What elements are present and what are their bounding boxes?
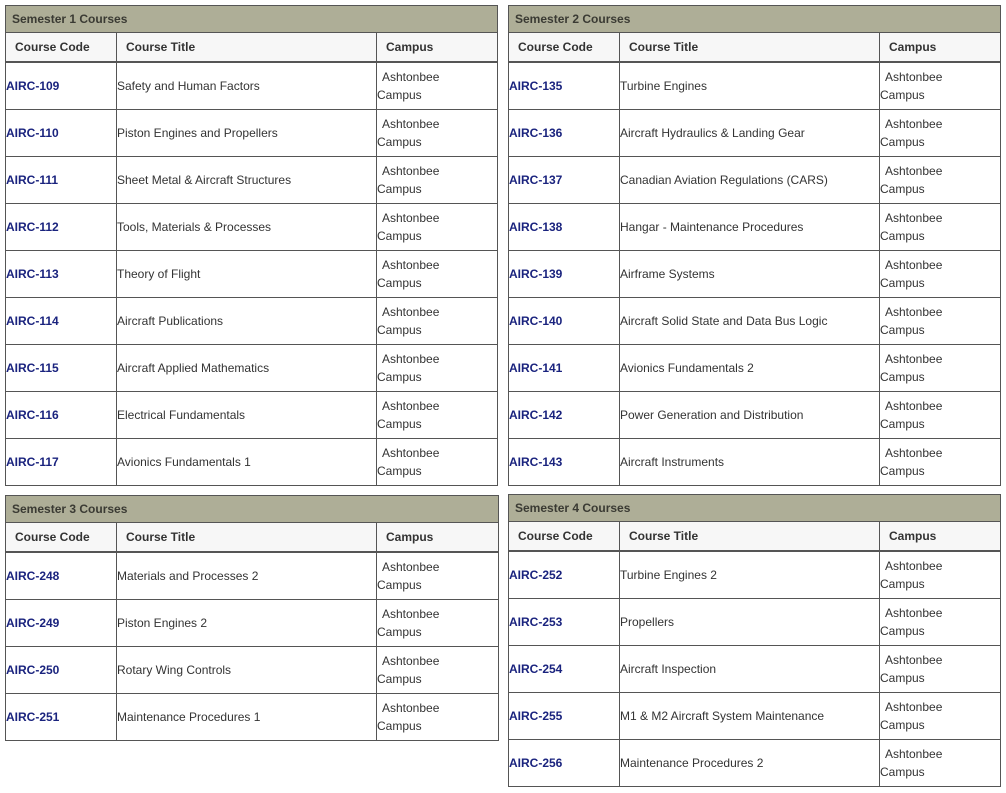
campus-suffix: Campus [880,88,925,102]
table-row [509,646,1001,693]
campus-cell [880,439,1001,486]
course-code-link[interactable]: AIRC-142 [509,408,563,422]
column-header-code: Course Code [509,33,620,63]
campus-suffix: Campus [880,182,925,196]
table-row [6,647,499,694]
course-code-cell [509,740,620,787]
column-header-campus: Campus [880,522,1001,552]
course-table [5,32,498,486]
course-title-cell: Propellers [620,599,880,646]
column-header-code: Course Code [509,522,620,552]
campus-name: Ashtonbee [382,446,440,460]
semester-2-table [508,5,1001,486]
campus-name: Ashtonbee [382,70,440,84]
course-code-cell [509,298,620,345]
course-code-link[interactable]: AIRC-138 [509,220,563,234]
course-code-link[interactable]: AIRC-114 [6,314,59,328]
course-code-cell [6,647,117,694]
campus-cell [880,251,1001,298]
table-row [6,552,499,600]
table-header-row [509,522,1001,552]
column-header-campus: Campus [377,523,499,553]
course-code-link[interactable]: AIRC-143 [509,455,563,469]
course-code-cell [6,157,117,204]
campus-suffix: Campus [377,672,422,686]
course-code-cell [6,62,117,110]
course-code-cell [509,204,620,251]
campus-cell [377,439,498,486]
course-code-link[interactable]: AIRC-110 [6,126,59,140]
table-row [6,600,499,647]
campus-suffix: Campus [880,765,925,779]
campus-suffix: Campus [880,624,925,638]
course-title-cell: Rotary Wing Controls [117,647,377,694]
campus-name: Ashtonbee [885,305,943,319]
course-code-cell [6,345,117,392]
course-code-link[interactable]: AIRC-140 [509,314,563,328]
course-code-link[interactable]: AIRC-255 [509,709,563,723]
course-title-cell: Piston Engines and Propellers [117,110,377,157]
course-code-cell [6,600,117,647]
course-code-cell [6,694,117,741]
semester-1-table [5,5,498,486]
course-code-link[interactable]: AIRC-250 [6,663,60,677]
semester-caption: Semester 2 Courses [508,5,1001,32]
campus-cell [880,157,1001,204]
campus-cell [880,204,1001,251]
campus-cell [377,110,498,157]
table-row [6,694,499,741]
course-title-cell: Maintenance Procedures 2 [620,740,880,787]
course-code-link[interactable]: AIRC-254 [509,662,563,676]
campus-suffix: Campus [377,719,422,733]
course-title-cell: Safety and Human Factors [117,62,377,110]
campus-cell [880,392,1001,439]
course-code-link[interactable]: AIRC-248 [6,569,60,583]
campus-name: Ashtonbee [382,258,440,272]
course-code-cell [6,298,117,345]
campus-name: Ashtonbee [885,700,943,714]
course-code-cell [6,439,117,486]
campus-suffix: Campus [377,135,422,149]
campus-cell [377,251,498,298]
campus-name: Ashtonbee [382,305,440,319]
campus-cell [377,62,498,110]
table-row [509,740,1001,787]
course-title-cell: Materials and Processes 2 [117,552,377,600]
course-title-cell: Aircraft Inspection [620,646,880,693]
course-title-cell: Power Generation and Distribution [620,392,880,439]
course-title-cell: Aircraft Publications [117,298,377,345]
campus-name: Ashtonbee [885,653,943,667]
table-row [509,157,1001,204]
course-code-cell [6,392,117,439]
campus-suffix: Campus [880,135,925,149]
campus-name: Ashtonbee [885,164,943,178]
campus-suffix: Campus [880,464,925,478]
campus-suffix: Campus [880,577,925,591]
campus-cell [880,551,1001,599]
course-code-link[interactable]: AIRC-251 [6,710,60,724]
table-row [6,157,498,204]
course-code-cell [509,646,620,693]
course-code-link[interactable]: AIRC-117 [6,455,59,469]
campus-suffix: Campus [377,578,422,592]
course-code-link[interactable]: AIRC-135 [509,79,563,93]
course-code-link[interactable]: AIRC-137 [509,173,563,187]
table-row [6,298,498,345]
campus-suffix: Campus [880,323,925,337]
course-title-cell: Airframe Systems [620,251,880,298]
campus-cell [377,204,498,251]
course-code-link[interactable]: AIRC-253 [509,615,563,629]
course-title-cell: Aircraft Instruments [620,439,880,486]
table-row [6,392,498,439]
campus-suffix: Campus [880,671,925,685]
campus-name: Ashtonbee [382,607,440,621]
campus-cell [880,298,1001,345]
course-title-cell: Aircraft Hydraulics & Landing Gear [620,110,880,157]
course-code-cell [509,439,620,486]
course-code-cell [509,551,620,599]
course-title-cell: Canadian Aviation Regulations (CARS) [620,157,880,204]
table-header-row [509,33,1001,63]
table-row [509,392,1001,439]
course-table [508,521,1001,787]
campus-cell [377,157,498,204]
campus-name: Ashtonbee [382,352,440,366]
course-code-cell [509,110,620,157]
column-header-code: Course Code [6,523,117,553]
campus-suffix: Campus [377,182,422,196]
campus-suffix: Campus [377,625,422,639]
campus-name: Ashtonbee [885,117,943,131]
course-code-link[interactable]: AIRC-113 [6,267,59,281]
course-code-link[interactable]: AIRC-252 [509,568,563,582]
campus-cell [880,345,1001,392]
course-title-cell: Hangar - Maintenance Procedures [620,204,880,251]
course-code-link[interactable]: AIRC-109 [6,79,60,93]
table-row [509,110,1001,157]
campus-suffix: Campus [880,229,925,243]
campus-cell [880,693,1001,740]
campus-cell [377,298,498,345]
campus-name: Ashtonbee [885,446,943,460]
campus-cell [377,392,498,439]
course-title-cell: Turbine Engines [620,62,880,110]
campus-cell [377,552,499,600]
course-code-link[interactable]: AIRC-139 [509,267,563,281]
course-code-cell [6,552,117,600]
course-code-link[interactable]: AIRC-116 [6,408,59,422]
course-code-cell [509,693,620,740]
course-title-cell: Piston Engines 2 [117,600,377,647]
course-code-cell [509,392,620,439]
table-row [509,251,1001,298]
course-title-cell: Tools, Materials & Processes [117,204,377,251]
course-code-cell [6,251,117,298]
column-header-campus: Campus [377,33,498,63]
table-row [509,599,1001,646]
course-code-cell [509,345,620,392]
course-title-cell: Avionics Fundamentals 1 [117,439,377,486]
semester-3-table [5,495,499,741]
campus-cell [377,345,498,392]
campus-suffix: Campus [377,370,422,384]
campus-name: Ashtonbee [382,117,440,131]
course-code-link[interactable]: AIRC-256 [509,756,563,770]
table-row [509,693,1001,740]
course-code-cell [6,204,117,251]
table-row [6,251,498,298]
campus-name: Ashtonbee [382,701,440,715]
campus-suffix: Campus [880,417,925,431]
semester-caption: Semester 3 Courses [5,495,499,522]
course-code-cell [6,110,117,157]
campus-cell [377,600,499,647]
course-code-link[interactable]: AIRC-111 [6,173,59,187]
campus-name: Ashtonbee [885,352,943,366]
campus-suffix: Campus [377,88,422,102]
campus-cell [880,646,1001,693]
campus-suffix: Campus [377,464,422,478]
campus-name: Ashtonbee [885,747,943,761]
campus-suffix: Campus [377,276,422,290]
campus-suffix: Campus [880,370,925,384]
campus-cell [377,647,499,694]
course-title-cell: M1 & M2 Aircraft System Maintenance [620,693,880,740]
table-row [509,345,1001,392]
table-row [509,62,1001,110]
table-row [6,345,498,392]
course-table [5,522,499,741]
table-row [6,204,498,251]
column-header-title: Course Title [620,33,880,63]
course-title-cell: Aircraft Applied Mathematics [117,345,377,392]
column-header-title: Course Title [117,33,377,63]
table-row [6,439,498,486]
column-header-code: Course Code [6,33,117,63]
campus-name: Ashtonbee [885,70,943,84]
semester-caption: Semester 1 Courses [5,5,498,32]
campus-name: Ashtonbee [382,164,440,178]
course-title-cell: Aircraft Solid State and Data Bus Logic [620,298,880,345]
table-header-row [6,33,498,63]
course-title-cell: Turbine Engines 2 [620,551,880,599]
campus-name: Ashtonbee [885,559,943,573]
campus-suffix: Campus [377,417,422,431]
campus-cell [880,599,1001,646]
campus-cell [880,110,1001,157]
campus-name: Ashtonbee [885,399,943,413]
campus-cell [377,694,499,741]
course-title-cell: Avionics Fundamentals 2 [620,345,880,392]
campus-suffix: Campus [880,276,925,290]
column-header-campus: Campus [880,33,1001,63]
column-header-title: Course Title [117,523,377,553]
table-row [6,110,498,157]
course-code-cell [509,62,620,110]
semester-caption: Semester 4 Courses [508,494,1001,521]
table-row [509,551,1001,599]
campus-cell [880,740,1001,787]
course-title-cell: Electrical Fundamentals [117,392,377,439]
campus-name: Ashtonbee [382,560,440,574]
column-header-title: Course Title [620,522,880,552]
table-row [6,62,498,110]
campus-name: Ashtonbee [885,258,943,272]
campus-cell [880,62,1001,110]
campus-name: Ashtonbee [382,399,440,413]
campus-suffix: Campus [377,229,422,243]
course-code-cell [509,599,620,646]
campus-name: Ashtonbee [885,211,943,225]
course-title-cell: Maintenance Procedures 1 [117,694,377,741]
campus-suffix: Campus [377,323,422,337]
table-row [509,439,1001,486]
course-code-link[interactable]: AIRC-249 [6,616,60,630]
course-title-cell: Sheet Metal & Aircraft Structures [117,157,377,204]
course-table [508,32,1001,486]
semester-4-table [508,494,1001,787]
table-row [509,298,1001,345]
course-code-cell [509,251,620,298]
course-code-link[interactable]: AIRC-115 [6,361,59,375]
campus-name: Ashtonbee [382,654,440,668]
course-code-link[interactable]: AIRC-136 [509,126,563,140]
course-code-link[interactable]: AIRC-141 [509,361,563,375]
campus-name: Ashtonbee [885,606,943,620]
campus-suffix: Campus [880,718,925,732]
course-code-cell [509,157,620,204]
table-row [509,204,1001,251]
campus-name: Ashtonbee [382,211,440,225]
course-code-link[interactable]: AIRC-112 [6,220,59,234]
table-header-row [6,523,499,553]
course-title-cell: Theory of Flight [117,251,377,298]
